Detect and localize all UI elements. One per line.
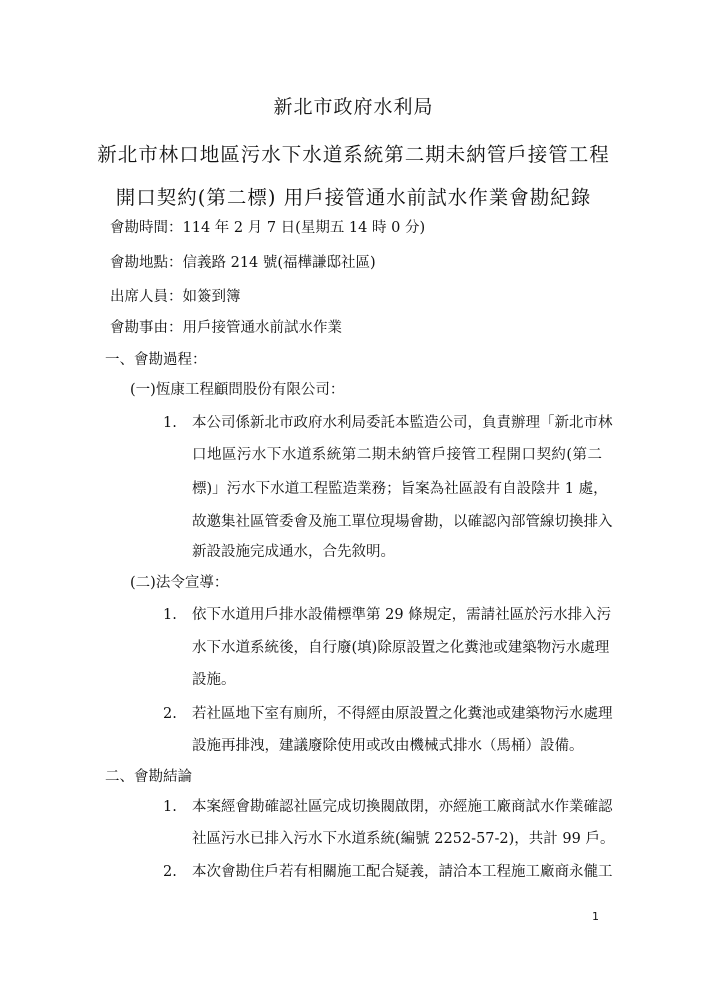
section-2-heading: 二、會勘結論 <box>105 769 192 785</box>
paragraph-line: 標)」污水下水道工程監造業務；旨案為社區設有自設陰井 1 處， <box>192 481 608 497</box>
paragraph-line: 本次會勘住戶若有相關施工配合疑義，請洽本工程施工廠商永儱工 <box>192 864 613 880</box>
inspection-location: 會勘地點：信義路 214 號(福樺謙邸社區) <box>110 255 376 271</box>
inspection-time: 會勘時間：114 年 2 月 7 日(星期五 14 時 0 分) <box>110 220 426 236</box>
subsection-2-heading: (二)法令宣導： <box>130 575 229 591</box>
item-number: 1. <box>163 415 177 431</box>
page-number: 1 <box>592 910 599 923</box>
paragraph-line: 設施。 <box>192 672 236 688</box>
subsection-1-heading: (一)恆康工程顧問股份有限公司： <box>130 382 345 398</box>
paragraph-line: 若社區地下室有廁所，不得經由原設置之化糞池或建築物污水處理 <box>192 706 613 722</box>
paragraph-line: 設施再排洩，建議廢除使用或改由機械式排水（馬桶）設備。 <box>192 738 584 754</box>
paragraph-line: 社區污水已排入污水下水道系統(編號 2252-57-2)，共計 99 戶。 <box>192 831 615 847</box>
project-title: 新北市林口地區污水下水道系統第二期未納管戶接管工程 <box>97 143 610 166</box>
paragraph-line: 本公司係新北市政府水利局委託本監造公司，負責辦理「新北市林 <box>192 415 613 431</box>
paragraph-line: 水下水道系統後，自行廢(填)除原設置之化糞池或建築物污水處理 <box>192 640 610 656</box>
paragraph-line: 口地區污水下水道系統第二期未納管戶接管工程開口契約(第二 <box>192 447 602 463</box>
attendees: 出席人員：如簽到簿 <box>110 289 241 305</box>
item-number: 2. <box>163 864 177 880</box>
paragraph-line: 新設設施完成通水，合先敘明。 <box>192 544 395 560</box>
paragraph-line: 本案經會勘確認社區完成切換閥啟閉，亦經施工廠商試水作業確認 <box>192 799 613 815</box>
agency-title: 新北市政府水利局 <box>273 96 434 118</box>
paragraph-line: 故邀集社區管委會及施工單位現場會勘，以確認內部管線切換排入 <box>192 514 613 530</box>
item-number: 1. <box>163 799 177 815</box>
item-number: 2. <box>163 706 177 722</box>
section-1-heading: 一、會勘過程： <box>105 352 207 368</box>
record-title: 開口契約(第二標) 用戶接管通水前試水作業會勘紀錄 <box>115 186 592 209</box>
paragraph-line: 依下水道用戶排水設備標準第 29 條規定，需請社區於污水排入污 <box>192 607 612 623</box>
item-number: 1. <box>163 607 177 623</box>
inspection-subject: 會勘事由：用戶接管通水前試水作業 <box>110 320 342 336</box>
